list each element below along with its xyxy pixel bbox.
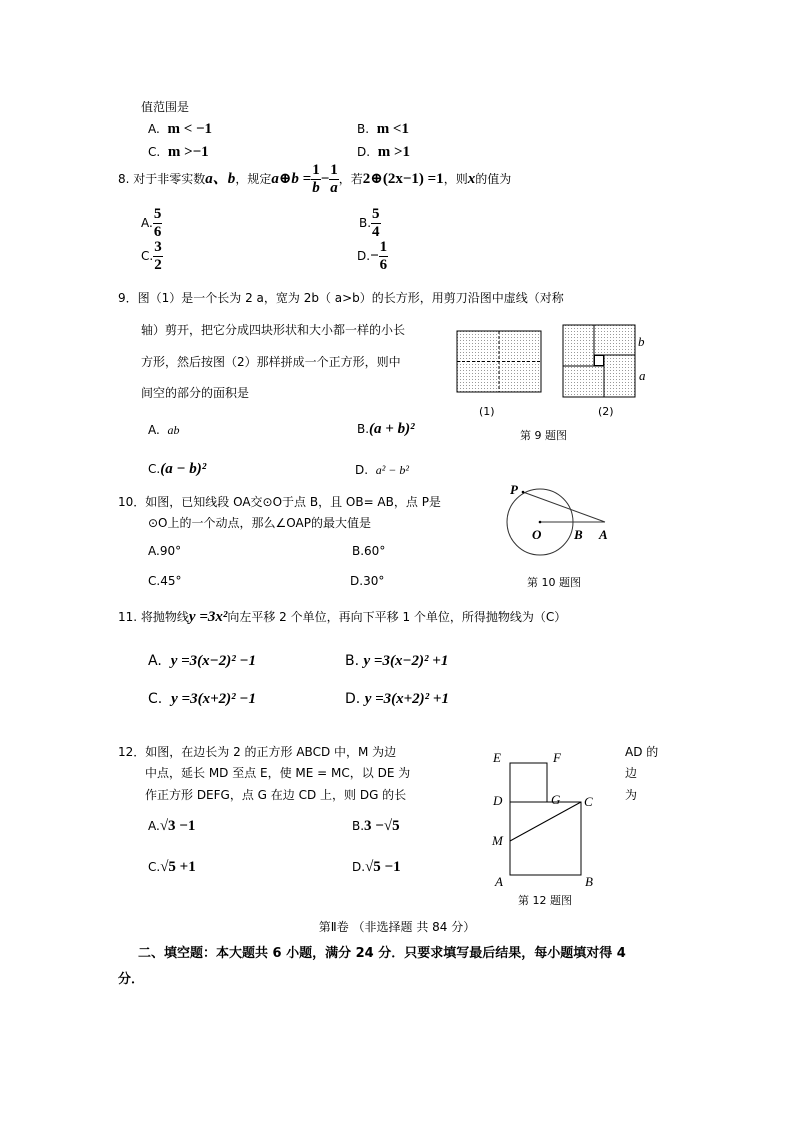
option-key: D. bbox=[355, 463, 369, 477]
q8-vars: a、b bbox=[205, 171, 236, 187]
q10-label-b: B bbox=[574, 527, 583, 542]
option-expr: 60° bbox=[364, 544, 386, 558]
denominator: 4 bbox=[372, 224, 380, 240]
option-expr: y =3(x+2)² −1 bbox=[171, 691, 256, 707]
q8-text: ，若 bbox=[338, 172, 363, 186]
option-key: D. bbox=[350, 574, 364, 588]
section-heading: 二、填空题：本大题共 6 小题，满分 24 分．只要求填写最后结果，每小题填对得 4 bbox=[138, 946, 626, 961]
option-expr: 3 −√5 bbox=[364, 818, 400, 834]
q9-line: 轴）剪开，把它分成四块形状和大小都一样的小长 bbox=[141, 323, 406, 337]
q10-label-a: A bbox=[599, 527, 608, 542]
option-expr: √5 −1 bbox=[365, 859, 401, 875]
part2-title bbox=[0, 919, 794, 935]
q12-option-c bbox=[148, 859, 196, 875]
q12-line: 12．如图，在边长为 2 的正方形 ABCD 中，M 为边 bbox=[118, 745, 397, 759]
q10-line: 10．如图，已知线段 OA交⊙O于点 B，且 OB= AB，点 P是 bbox=[118, 495, 441, 509]
option-expr: ab bbox=[167, 423, 180, 437]
option-key: C. bbox=[148, 145, 161, 159]
q12-right: 边 bbox=[625, 766, 638, 780]
q12-label-f: F bbox=[553, 750, 561, 765]
option-key: B. bbox=[352, 544, 365, 558]
q9-option-a bbox=[148, 422, 179, 438]
q9-line: 方形，然后按图（2）那样拼成一个正方形，则中 bbox=[141, 355, 401, 369]
q10-figure bbox=[507, 489, 605, 555]
option-key: D. bbox=[352, 860, 366, 874]
option-expr: √3 −1 bbox=[159, 818, 196, 834]
q9-label-a: a bbox=[639, 368, 646, 383]
option-key: C. bbox=[141, 249, 154, 263]
option-key: A. bbox=[148, 122, 160, 136]
q9-option-b bbox=[357, 421, 415, 437]
q10-caption: 第 10 题图 bbox=[527, 576, 581, 589]
q9-option-c bbox=[148, 461, 206, 477]
option-key: C. bbox=[148, 860, 161, 874]
option-key: B. bbox=[357, 122, 370, 136]
section-heading-tail: 分． bbox=[118, 972, 145, 987]
q12-option-d bbox=[352, 859, 401, 875]
option-expr: 30° bbox=[363, 574, 385, 588]
denominator: 6 bbox=[379, 257, 388, 273]
q10-option-c bbox=[148, 573, 181, 589]
option-key: A. bbox=[148, 544, 160, 558]
q12-caption: 第 12 题图 bbox=[518, 894, 572, 907]
q10-option-d bbox=[350, 573, 384, 589]
minus: − bbox=[320, 171, 330, 187]
numerator: 1 bbox=[312, 162, 320, 178]
denominator: 6 bbox=[153, 224, 162, 240]
q12-option-b bbox=[352, 818, 400, 834]
option-key: C. bbox=[148, 462, 161, 476]
q12-line: 作正方形 DEFG，点 G 在边 CD 上，则 DG 的长 bbox=[145, 788, 407, 802]
q9-fig1-label: (1) bbox=[479, 405, 495, 418]
q11-option-a bbox=[148, 653, 256, 669]
option-key: A. bbox=[148, 819, 160, 833]
q12-right: AD 的 bbox=[625, 745, 659, 759]
option-key: C. bbox=[148, 574, 161, 588]
option-expr: 45° bbox=[160, 574, 182, 588]
option-key: B. bbox=[359, 216, 372, 230]
q12-line: 中点，延长 MD 至点 E，使 ME = MC，以 DE 为 bbox=[145, 766, 411, 780]
option-expr: a² − b² bbox=[375, 463, 409, 477]
minus: − bbox=[370, 248, 379, 264]
option-expr: m <1 bbox=[376, 121, 409, 137]
q11-option-b bbox=[345, 653, 448, 669]
option-key: A. bbox=[148, 653, 162, 669]
q11-stem bbox=[118, 609, 566, 625]
option-key: B. bbox=[357, 422, 370, 436]
option-key: A. bbox=[141, 216, 153, 230]
q11-text: 向左平移 2 个单位，再向下平移 1 个单位，所得抛物线为（C） bbox=[227, 610, 567, 624]
q9-figure-1 bbox=[457, 331, 541, 392]
q8-text: ，则 bbox=[443, 172, 468, 186]
option-expr: m < −1 bbox=[167, 121, 213, 137]
q11-option-d bbox=[345, 691, 449, 707]
option-expr: y =3(x−2)² +1 bbox=[363, 653, 449, 669]
q9-line: 间空的部分的面积是 bbox=[141, 386, 250, 400]
denominator: b bbox=[312, 180, 320, 196]
q9-figure-2 bbox=[563, 325, 635, 397]
numerator: 1 bbox=[379, 239, 388, 255]
option-expr: (a − b)² bbox=[160, 461, 207, 477]
q8-text: 的值为 bbox=[475, 172, 512, 186]
option-expr: y =3(x+2)² +1 bbox=[364, 691, 449, 707]
q10-option-a bbox=[148, 543, 181, 559]
q9-option-d bbox=[355, 462, 409, 478]
q10-label-o: O bbox=[532, 527, 542, 542]
q12-label-e: E bbox=[493, 750, 501, 765]
q12-label-d: D bbox=[493, 793, 503, 808]
option-expr: m >−1 bbox=[167, 144, 209, 160]
q8-text: ，规定 bbox=[235, 172, 272, 186]
option-expr: m >1 bbox=[377, 144, 410, 160]
option-expr: (a + b)² bbox=[369, 421, 415, 437]
q11-option-c bbox=[148, 691, 256, 707]
denominator: 2 bbox=[154, 257, 162, 273]
q8-def: a⊕b = bbox=[271, 171, 312, 187]
q10-option-b bbox=[352, 543, 385, 559]
q9-label-b: b bbox=[638, 334, 645, 349]
option-key: A. bbox=[148, 423, 160, 437]
q12-label-c: C bbox=[584, 794, 593, 809]
q10-label-p: P bbox=[510, 482, 518, 497]
numerator: 5 bbox=[153, 206, 162, 222]
option-key: D. bbox=[357, 249, 371, 263]
q7-text: 值范围是 bbox=[141, 100, 190, 114]
q9-fig2-label: (2) bbox=[598, 405, 614, 418]
q9-line: 9．图（1）是一个长为 2 a，宽为 2b（ a>b）的长方形，用剪刀沿图中虚线（对称 bbox=[118, 291, 564, 305]
question-number: 8. bbox=[118, 172, 130, 186]
q12-label-b: B bbox=[585, 874, 593, 889]
numerator: 3 bbox=[154, 239, 162, 255]
q12-option-a bbox=[148, 818, 195, 834]
option-expr: y =3(x−2)² −1 bbox=[170, 653, 257, 669]
numerator: 1 bbox=[330, 162, 338, 178]
q10-line: ⊙O上的一个动点，那么∠OAP的最大值是 bbox=[148, 516, 371, 530]
option-expr: 90° bbox=[159, 544, 182, 558]
q12-right: 为 bbox=[625, 788, 638, 802]
option-key: B. bbox=[352, 819, 365, 833]
option-key: C. bbox=[148, 691, 163, 707]
option-key: B. bbox=[345, 653, 360, 669]
numerator: 5 bbox=[372, 206, 380, 222]
q11-text: 11. 将抛物线 bbox=[118, 610, 189, 624]
option-key: D. bbox=[345, 691, 361, 707]
q12-figure bbox=[510, 763, 581, 875]
q12-label-m: M bbox=[492, 833, 503, 848]
q12-label-g: G bbox=[551, 792, 561, 807]
part2-title-text: 第Ⅱ卷 （非选择题 共 84 分） bbox=[318, 920, 476, 934]
q9-caption: 第 9 题图 bbox=[520, 429, 567, 442]
q8-condition: 2⊕(2x−1) =1 bbox=[362, 171, 444, 187]
option-expr: √5 +1 bbox=[160, 859, 196, 875]
option-key: D. bbox=[357, 145, 371, 159]
q12-label-a: A bbox=[495, 874, 503, 889]
q11-expr: y =3x² bbox=[188, 609, 228, 625]
q8-var: x bbox=[467, 171, 476, 187]
q8-text: 对于非零实数 bbox=[133, 172, 206, 186]
denominator: a bbox=[330, 180, 338, 196]
